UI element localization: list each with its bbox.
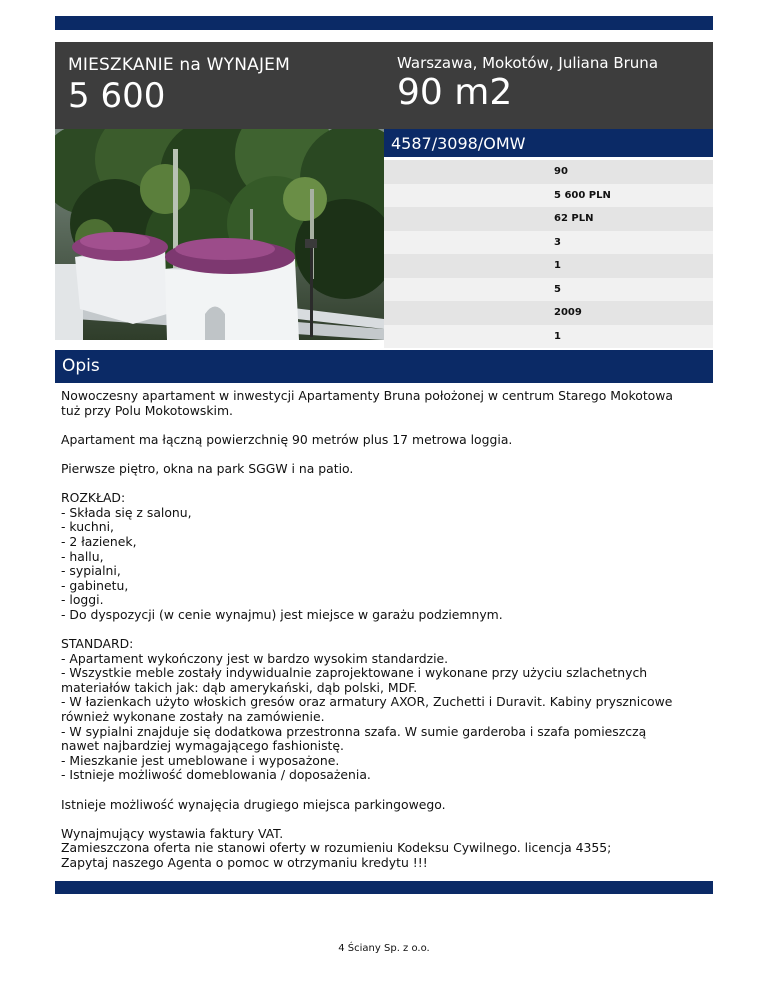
section-title: Opis — [62, 356, 100, 376]
attribute-row — [384, 254, 713, 278]
bottom-decorative-bar — [55, 881, 713, 894]
attribute-value: 1 — [554, 330, 561, 342]
attribute-row — [384, 207, 713, 231]
attribute-value: 90 — [554, 166, 568, 177]
listing-header — [55, 42, 713, 129]
property-photo — [55, 129, 384, 340]
attribute-list — [384, 160, 713, 348]
footer-company: 4 Ściany Sp. z o.o. — [338, 943, 430, 954]
listing-area: 90 m2 — [397, 72, 513, 113]
reference-number-bar — [384, 129, 713, 157]
reference-number: 4587/3098/OMW — [391, 134, 526, 153]
top-decorative-bar — [55, 16, 713, 30]
listing-type: MIESZKANIE na WYNAJEM — [68, 55, 290, 75]
attribute-row — [384, 231, 713, 255]
attribute-value: 62 PLN — [554, 213, 594, 224]
attribute-row — [384, 301, 713, 325]
description-text: Nowoczesny apartament w inwestycji Apartamenty Bruna położonej w centrum Starego Mokotowa tuż przy Polu Mokotowskim. Apartament ma łączną powierzchnię 90 metrów plus 17 metrowa loggia. Pierwsze piętro, okna na park SGGW i na patio. ROZKŁAD: - Składa się z salonu, - kuchni, - 2 łazienek, - hallu, - sypialni, - gabinetu, - loggi. - Do dyspozycji (w cenie wynajmu) jest miejsce w garażu podziemnym. STANDARD: - Apartament wykończony jest w bardzo wysokim standardzie. - Wszystkie meble zostały indywidualnie zaprojektowane i wykonane przy użyciu szlachetnych materiałów takich jak: dąb amerykański, dąb polski, MDF. - W łazienkach użyto włoskich gresów oraz armatury AXOR, Zuchetti i Duravit. Kabiny prysznicowe również wykonane zostały na zamówienie. - W sypialni znajduje się dodatkowa przestronna szafa. W sumie garderoba i szafa pomieszczą nawet najbardziej wymagającego fashionistę. - Mieszkanie jest umeblowane i wyposażone. - Istnieje możliwość domeblowania / doposażenia. Istnieje możliwość wynajęcia drugiego miejsca parkingowego. Wynajmujący wystawia faktury VAT. Zamieszczona oferta nie stanowi oferty w rozumieniu Kodeksu Cywilnego. licencja 4355; Zapytaj naszego Agenta o pomoc w otrzymaniu kredytu !!! — [61, 388, 673, 870]
listing-price: 5 600 — [68, 76, 166, 116]
description-section-header — [55, 350, 713, 383]
attribute-value: 3 — [554, 236, 561, 248]
property-photo-illustration — [55, 129, 384, 340]
listing-location: Warszawa, Mokotów, Juliana Bruna — [397, 54, 659, 72]
attribute-row — [384, 325, 713, 349]
attribute-row — [384, 278, 713, 302]
attribute-row — [384, 160, 713, 184]
attribute-value: 5 — [554, 283, 561, 295]
attribute-value: 1 — [554, 260, 561, 271]
attribute-value: 2009 — [554, 307, 582, 318]
attribute-value: 5 600 PLN — [554, 189, 611, 201]
attribute-row — [384, 184, 713, 208]
